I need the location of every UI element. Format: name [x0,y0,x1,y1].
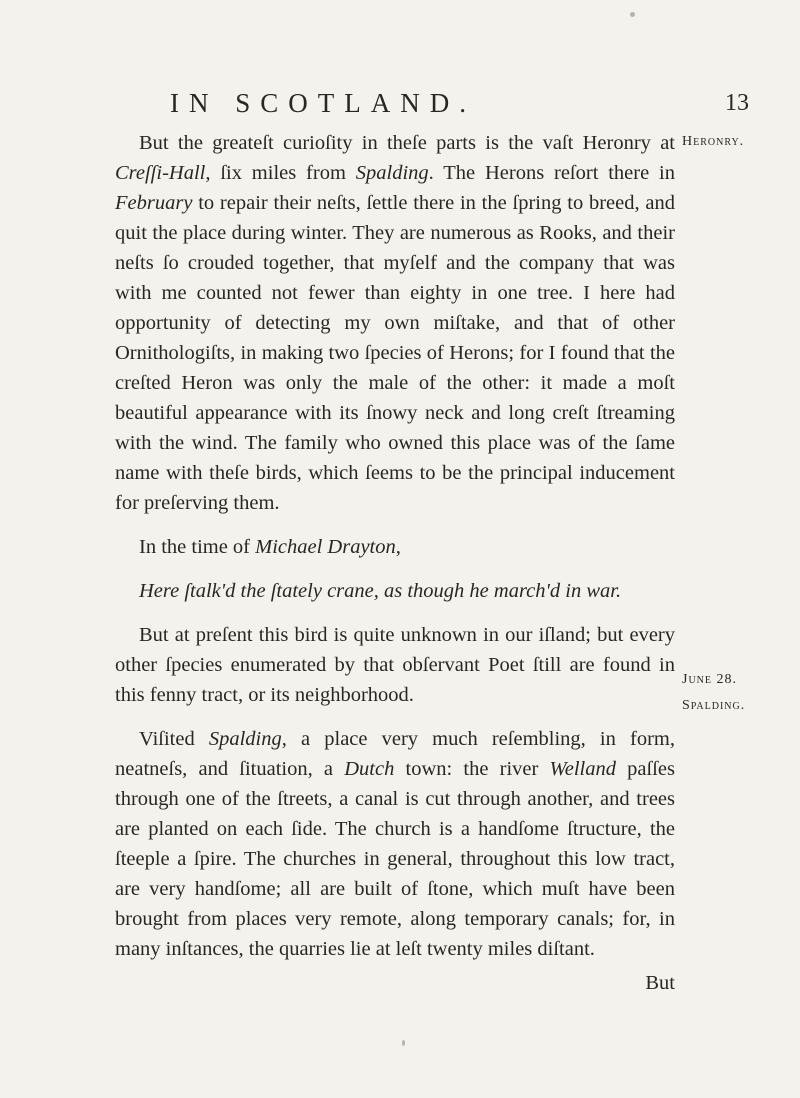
paper-speck [630,12,635,17]
paragraph-crane: But at preſent this bird is quite unknown in our iſland; but every other ſpecies enumerated by that obſervant Poet ſtill are found in this fenny tract, or its neighborhood. [115,624,675,706]
paragraph-heronry: But the greateſt curioſity in theſe parts is the vaſt Heronry at Creſſi-Hall, ſix miles from Spalding. The Herons reſort there in February to repair their neſts, ſettle there in the ſpring to breed, and quit the place during winter. They are numerous as Rooks, and their neſts ſo crouded together, that myſelf and the company that was with me counted not fewer than eighty in one tree. I here had opportunity of detecting my own miſtake, and that of other Ornithologiſts, in making two ſpecies of Herons; for I found that the creſted Heron was only the male of the other: it made a moſt beautiful appearance with its ſnowy neck and long creſt ſtreaming with the wind. The family who owned this place was of the ſame name with theſe birds, which ſeems to be the principal inducement for preſerving them. [115,132,675,514]
paragraph-spalding: Viſited Spalding, a place very much reſembling, in form, neatneſs, and ſituation, a Dutch town: the river Welland paſſes through one of the ſtreets, a canal is cut through another, and trees are planted on each ſide. The church is a handſome ſtructure, the ſteeple a ſpire. The churches in general, throughout this low tract, are very handſome; all are built of ſtone, which muſt have been brought from places very remote, along temporary canals; for, in many inſtances, the quarries lie at leſt twenty miles diſtant. [115,728,675,960]
paragraph-drayton: In the time of Michael Drayton, [139,536,401,558]
body-text [115,128,675,998]
running-head [0,88,800,128]
margin-note-date: June 28. [682,672,737,687]
running-title: IN SCOTLAND. [170,88,476,118]
margin-note-heronry: Heronry. [682,134,745,149]
margin-note-spalding: Spalding. [682,698,746,713]
paper-speck [402,1040,405,1046]
page-number: 13 [725,90,749,116]
verse-quote: Here ſtalk'd the ſtately crane, as though he march'd in war. [139,580,622,602]
catchword: But [645,972,675,994]
